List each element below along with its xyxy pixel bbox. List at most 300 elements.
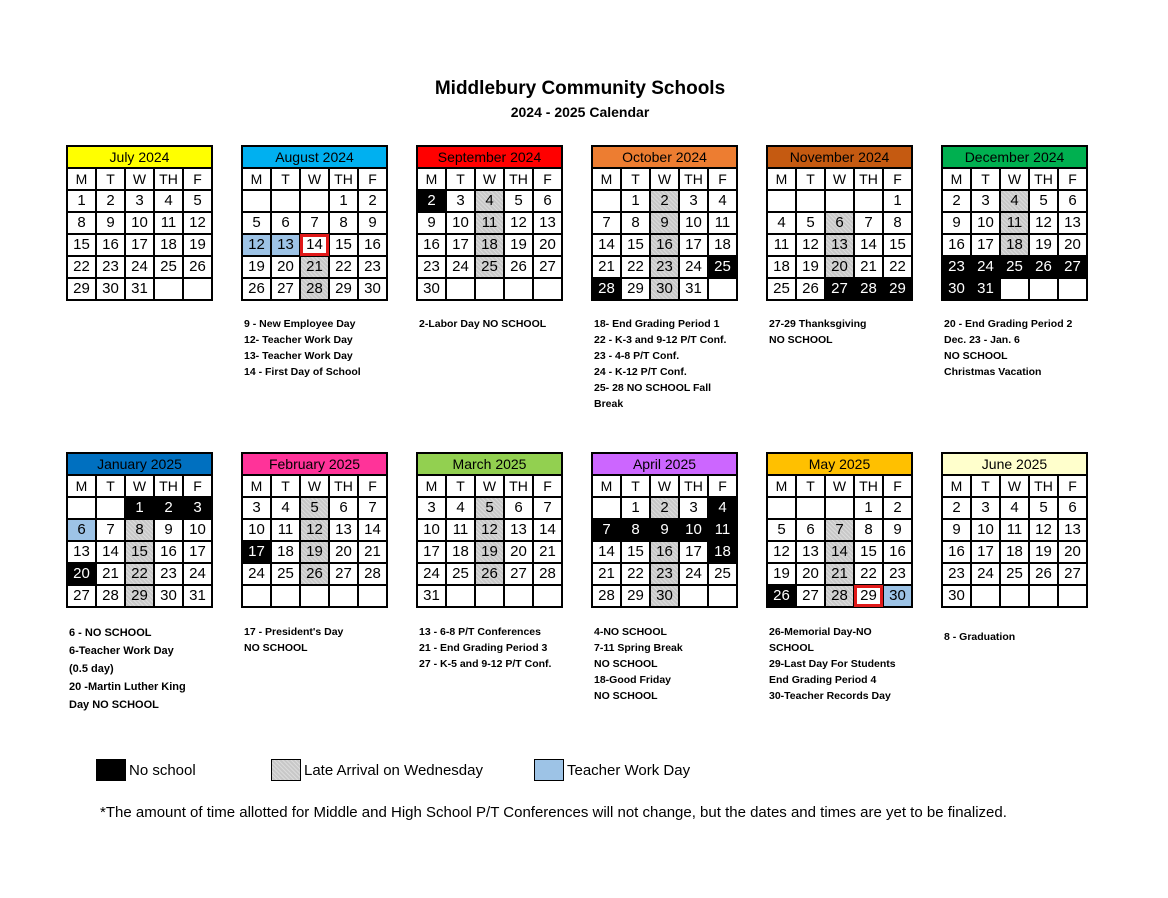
day-cell: 1 — [854, 497, 883, 519]
day-cell: 6 — [533, 190, 562, 212]
day-cell: 14 — [825, 541, 854, 563]
month-calendar-april-2025 — [591, 452, 738, 608]
day-cell: 11 — [1000, 519, 1029, 541]
day-cell: 24 — [679, 563, 708, 585]
day-cell: 24 — [679, 256, 708, 278]
month-name-header: March 2025 — [417, 453, 562, 475]
day-cell: 20 — [329, 541, 358, 563]
day-cell: 10 — [971, 212, 1000, 234]
note-line: 6-Teacher Work Day — [69, 645, 174, 657]
note-line: 22 - K-3 and 9-12 P/T Conf. — [594, 334, 727, 346]
note-line: Break — [594, 398, 624, 410]
day-cell: 30 — [96, 278, 125, 300]
day-cell: 28 — [300, 278, 329, 300]
day-cell: 10 — [242, 519, 271, 541]
weekday-header: W — [650, 475, 679, 497]
weekday-header: TH — [154, 168, 183, 190]
day-cell: 22 — [621, 563, 650, 585]
day-cell: 7 — [825, 519, 854, 541]
empty-day-cell — [329, 585, 358, 607]
day-cell: 8 — [67, 212, 96, 234]
weekday-header: W — [475, 475, 504, 497]
weekday-header: M — [67, 475, 96, 497]
day-cell: 28 — [592, 278, 621, 300]
day-cell: 2 — [942, 497, 971, 519]
note-line: NO SCHOOL — [244, 642, 308, 654]
month-table — [591, 145, 738, 301]
day-cell: 12 — [1029, 519, 1058, 541]
notes-march — [419, 624, 591, 672]
day-cell: 6 — [1058, 190, 1087, 212]
weekday-header: F — [1058, 475, 1087, 497]
day-cell: 5 — [767, 519, 796, 541]
empty-day-cell — [300, 585, 329, 607]
day-cell: 1 — [125, 497, 154, 519]
day-cell: 14 — [300, 234, 329, 256]
day-cell: 12 — [1029, 212, 1058, 234]
empty-day-cell — [271, 190, 300, 212]
weekday-header: W — [475, 168, 504, 190]
day-cell: 4 — [708, 497, 737, 519]
day-cell: 17 — [417, 541, 446, 563]
day-cell: 15 — [67, 234, 96, 256]
empty-day-cell — [504, 585, 533, 607]
day-cell: 2 — [650, 190, 679, 212]
weekday-header: T — [796, 475, 825, 497]
day-cell: 2 — [883, 497, 912, 519]
weekday-header: TH — [679, 475, 708, 497]
day-cell: 7 — [533, 497, 562, 519]
weekday-header: TH — [1029, 168, 1058, 190]
day-cell: 7 — [300, 212, 329, 234]
day-cell: 2 — [942, 190, 971, 212]
month-table — [416, 145, 563, 301]
weekday-header: TH — [854, 168, 883, 190]
notes-october — [594, 316, 766, 412]
day-cell: 23 — [942, 256, 971, 278]
note-line: 13- Teacher Work Day — [244, 350, 353, 362]
day-cell: 4 — [271, 497, 300, 519]
note-line: 24 - K-12 P/T Conf. — [594, 366, 687, 378]
day-cell: 13 — [796, 541, 825, 563]
day-cell: 28 — [358, 563, 387, 585]
note-line: (0.5 day) — [69, 663, 114, 675]
weekday-header: M — [417, 168, 446, 190]
note-line: 13 - 6-8 P/T Conferences — [419, 626, 541, 638]
empty-day-cell — [154, 278, 183, 300]
day-cell: 10 — [679, 212, 708, 234]
day-cell: 25 — [1000, 256, 1029, 278]
day-cell: 18 — [1000, 541, 1029, 563]
notes-september — [419, 316, 591, 332]
day-cell: 6 — [329, 497, 358, 519]
day-cell: 15 — [125, 541, 154, 563]
month-name-header: September 2024 — [417, 146, 562, 168]
day-cell: 21 — [300, 256, 329, 278]
day-cell: 9 — [883, 519, 912, 541]
day-cell: 19 — [475, 541, 504, 563]
day-cell: 21 — [854, 256, 883, 278]
empty-day-cell — [825, 497, 854, 519]
day-cell: 28 — [96, 585, 125, 607]
day-cell: 13 — [533, 212, 562, 234]
month-table — [941, 145, 1088, 301]
day-cell: 6 — [271, 212, 300, 234]
empty-day-cell — [96, 497, 125, 519]
day-cell: 8 — [125, 519, 154, 541]
empty-day-cell — [242, 190, 271, 212]
day-cell: 23 — [883, 563, 912, 585]
weekday-header: F — [883, 168, 912, 190]
day-cell: 28 — [825, 585, 854, 607]
weekday-header: W — [300, 168, 329, 190]
day-cell: 5 — [475, 497, 504, 519]
day-cell: 25 — [446, 563, 475, 585]
day-cell: 14 — [96, 541, 125, 563]
day-cell: 23 — [650, 256, 679, 278]
weekday-header: W — [650, 168, 679, 190]
month-name-header: January 2025 — [67, 453, 212, 475]
weekday-header: TH — [679, 168, 708, 190]
teacher-work-day-swatch-icon — [534, 759, 564, 781]
day-cell: 9 — [650, 212, 679, 234]
day-cell: 4 — [767, 212, 796, 234]
legend-teacher-work-day — [534, 759, 690, 781]
day-cell: 3 — [679, 497, 708, 519]
weekday-header: TH — [154, 475, 183, 497]
day-cell: 28 — [533, 563, 562, 585]
day-cell: 27 — [271, 278, 300, 300]
empty-day-cell — [242, 585, 271, 607]
day-cell: 22 — [854, 563, 883, 585]
legend-no-school — [96, 759, 196, 781]
page-subtitle: 2024 - 2025 Calendar — [510, 104, 650, 120]
day-cell: 26 — [183, 256, 212, 278]
month-calendar-october-2024 — [591, 145, 738, 301]
weekday-header: T — [621, 168, 650, 190]
weekday-header: T — [621, 475, 650, 497]
month-table — [66, 452, 213, 608]
note-line: 26-Memorial Day-NO — [769, 626, 872, 638]
day-cell: 7 — [592, 519, 621, 541]
day-cell: 26 — [504, 256, 533, 278]
note-line: NO SCHOOL — [594, 690, 658, 702]
day-cell: 14 — [533, 519, 562, 541]
day-cell: 16 — [154, 541, 183, 563]
month-table — [591, 452, 738, 608]
day-cell: 18 — [446, 541, 475, 563]
weekday-header: W — [125, 475, 154, 497]
day-cell: 10 — [971, 519, 1000, 541]
day-cell: 5 — [183, 190, 212, 212]
day-cell: 18 — [767, 256, 796, 278]
empty-day-cell — [271, 585, 300, 607]
notes-january — [69, 624, 241, 714]
day-cell: 17 — [446, 234, 475, 256]
day-cell: 6 — [504, 497, 533, 519]
weekday-header: M — [242, 475, 271, 497]
weekday-header: T — [971, 168, 1000, 190]
empty-day-cell — [67, 497, 96, 519]
empty-day-cell — [767, 190, 796, 212]
empty-day-cell — [592, 497, 621, 519]
weekday-header: M — [767, 475, 796, 497]
day-cell: 1 — [621, 497, 650, 519]
day-cell: 10 — [125, 212, 154, 234]
day-cell: 9 — [417, 212, 446, 234]
day-cell: 28 — [592, 585, 621, 607]
day-cell: 5 — [1029, 497, 1058, 519]
day-cell: 25 — [708, 256, 737, 278]
empty-day-cell — [796, 190, 825, 212]
day-cell: 8 — [854, 519, 883, 541]
weekday-header: W — [125, 168, 154, 190]
day-cell: 15 — [883, 234, 912, 256]
month-name-header: October 2024 — [592, 146, 737, 168]
empty-day-cell — [796, 497, 825, 519]
notes-june — [944, 629, 1116, 645]
note-line: 25- 28 NO SCHOOL Fall — [594, 382, 712, 394]
day-cell: 23 — [96, 256, 125, 278]
day-cell: 8 — [883, 212, 912, 234]
weekday-header: T — [271, 168, 300, 190]
legend-no-school-label: No school — [129, 761, 196, 779]
note-line: 21 - End Grading Period 3 — [419, 642, 548, 654]
empty-day-cell — [1000, 585, 1029, 607]
day-cell: 23 — [650, 563, 679, 585]
weekday-header: T — [971, 475, 1000, 497]
weekday-header: F — [533, 475, 562, 497]
day-cell: 24 — [446, 256, 475, 278]
note-line: Dec. 23 - Jan. 6 — [944, 334, 1020, 346]
day-cell: 20 — [825, 256, 854, 278]
day-cell: 20 — [796, 563, 825, 585]
empty-day-cell — [854, 190, 883, 212]
empty-day-cell — [300, 190, 329, 212]
day-cell: 18 — [708, 541, 737, 563]
note-line: End Grading Period 4 — [769, 674, 877, 686]
weekday-header: TH — [854, 475, 883, 497]
day-cell: 25 — [767, 278, 796, 300]
day-cell: 30 — [154, 585, 183, 607]
weekday-header: M — [942, 475, 971, 497]
weekday-header: T — [796, 168, 825, 190]
day-cell: 7 — [854, 212, 883, 234]
day-cell: 16 — [942, 541, 971, 563]
day-cell: 15 — [329, 234, 358, 256]
month-table — [766, 452, 913, 608]
day-cell: 19 — [242, 256, 271, 278]
month-table — [241, 145, 388, 301]
day-cell: 12 — [183, 212, 212, 234]
day-cell: 3 — [971, 190, 1000, 212]
day-cell: 1 — [67, 190, 96, 212]
month-calendar-july-2024 — [66, 145, 213, 301]
day-cell: 16 — [417, 234, 446, 256]
month-calendar-february-2025 — [241, 452, 388, 608]
day-cell: 11 — [446, 519, 475, 541]
day-cell: 11 — [708, 212, 737, 234]
day-cell: 2 — [417, 190, 446, 212]
note-line: NO SCHOOL — [594, 658, 658, 670]
day-cell: 28 — [854, 278, 883, 300]
day-cell: 24 — [417, 563, 446, 585]
day-cell: 22 — [883, 256, 912, 278]
weekday-header: TH — [504, 168, 533, 190]
day-cell: 2 — [650, 497, 679, 519]
weekday-header: T — [96, 475, 125, 497]
day-cell: 14 — [592, 234, 621, 256]
month-calendar-september-2024 — [416, 145, 563, 301]
month-name-header: November 2024 — [767, 146, 912, 168]
weekday-header: TH — [329, 168, 358, 190]
day-cell: 4 — [154, 190, 183, 212]
day-cell: 19 — [796, 256, 825, 278]
day-cell: 23 — [942, 563, 971, 585]
day-cell: 31 — [125, 278, 154, 300]
day-cell: 27 — [533, 256, 562, 278]
day-cell: 30 — [417, 278, 446, 300]
footnote: *The amount of time allotted for Middle and High School P/T Conferences will not change, but the dates and times are yet to be finalized. — [100, 804, 1007, 821]
day-cell: 5 — [1029, 190, 1058, 212]
note-line: SCHOOL — [769, 642, 814, 654]
empty-day-cell — [533, 585, 562, 607]
day-cell: 11 — [154, 212, 183, 234]
day-cell: 25 — [154, 256, 183, 278]
day-cell: 14 — [358, 519, 387, 541]
day-cell: 16 — [650, 234, 679, 256]
day-cell: 30 — [883, 585, 912, 607]
weekday-header: M — [592, 168, 621, 190]
day-cell: 13 — [825, 234, 854, 256]
month-name-header: April 2025 — [592, 453, 737, 475]
note-line: 18- End Grading Period 1 — [594, 318, 720, 330]
day-cell: 25 — [708, 563, 737, 585]
day-cell: 29 — [621, 278, 650, 300]
day-cell: 26 — [300, 563, 329, 585]
day-cell: 14 — [592, 541, 621, 563]
weekday-header: T — [446, 168, 475, 190]
day-cell: 26 — [796, 278, 825, 300]
note-line: Day NO SCHOOL — [69, 699, 159, 711]
note-line: 7-11 Spring Break — [594, 642, 683, 654]
month-calendar-august-2024 — [241, 145, 388, 301]
day-cell: 6 — [825, 212, 854, 234]
day-cell: 9 — [96, 212, 125, 234]
day-cell: 10 — [183, 519, 212, 541]
day-cell: 25 — [1000, 563, 1029, 585]
month-calendar-march-2025 — [416, 452, 563, 608]
note-line: 18-Good Friday — [594, 674, 672, 686]
empty-day-cell — [825, 190, 854, 212]
empty-day-cell — [446, 585, 475, 607]
day-cell: 18 — [271, 541, 300, 563]
note-line: 29-Last Day For Students — [769, 658, 896, 670]
page-title: Middlebury Community Schools — [434, 78, 726, 99]
day-cell: 3 — [242, 497, 271, 519]
day-cell: 24 — [971, 256, 1000, 278]
day-cell: 18 — [154, 234, 183, 256]
day-cell: 3 — [679, 190, 708, 212]
day-cell: 23 — [358, 256, 387, 278]
day-cell: 3 — [446, 190, 475, 212]
day-cell: 20 — [67, 563, 96, 585]
day-cell: 10 — [446, 212, 475, 234]
day-cell: 17 — [679, 541, 708, 563]
day-cell: 13 — [67, 541, 96, 563]
day-cell: 4 — [475, 190, 504, 212]
day-cell: 31 — [183, 585, 212, 607]
empty-day-cell — [358, 585, 387, 607]
day-cell: 25 — [475, 256, 504, 278]
empty-day-cell — [708, 585, 737, 607]
day-cell: 17 — [242, 541, 271, 563]
month-name-header: February 2025 — [242, 453, 387, 475]
empty-day-cell — [475, 585, 504, 607]
day-cell: 9 — [942, 519, 971, 541]
day-cell: 30 — [942, 585, 971, 607]
day-cell: 23 — [154, 563, 183, 585]
day-cell: 12 — [300, 519, 329, 541]
weekday-header: F — [708, 475, 737, 497]
empty-day-cell — [475, 278, 504, 300]
month-calendar-january-2025 — [66, 452, 213, 608]
note-line: Christmas Vacation — [944, 366, 1042, 378]
day-cell: 31 — [417, 585, 446, 607]
day-cell: 13 — [504, 519, 533, 541]
day-cell: 11 — [708, 519, 737, 541]
day-cell: 18 — [475, 234, 504, 256]
day-cell: 12 — [796, 234, 825, 256]
notes-april — [594, 624, 766, 704]
day-cell: 29 — [883, 278, 912, 300]
day-cell: 24 — [971, 563, 1000, 585]
empty-day-cell — [767, 497, 796, 519]
legend-late-arrival — [271, 759, 483, 781]
day-cell: 12 — [475, 519, 504, 541]
notes-december — [944, 316, 1116, 380]
day-cell: 19 — [1029, 234, 1058, 256]
day-cell: 29 — [854, 585, 883, 607]
day-cell: 9 — [942, 212, 971, 234]
note-line: 27 - K-5 and 9-12 P/T Conf. — [419, 658, 552, 670]
note-line: 12- Teacher Work Day — [244, 334, 353, 346]
month-table — [241, 452, 388, 608]
day-cell: 29 — [329, 278, 358, 300]
month-calendar-june-2025 — [941, 452, 1088, 608]
day-cell: 2 — [154, 497, 183, 519]
note-line: 6 - NO SCHOOL — [69, 627, 152, 639]
empty-day-cell — [1029, 585, 1058, 607]
day-cell: 4 — [708, 190, 737, 212]
day-cell: 11 — [475, 212, 504, 234]
day-cell: 3 — [183, 497, 212, 519]
day-cell: 24 — [242, 563, 271, 585]
weekday-header: F — [183, 168, 212, 190]
day-cell: 18 — [708, 234, 737, 256]
weekday-header: M — [592, 475, 621, 497]
late-arrival-swatch-icon — [271, 759, 301, 781]
day-cell: 8 — [621, 212, 650, 234]
day-cell: 27 — [1058, 256, 1087, 278]
day-cell: 17 — [679, 234, 708, 256]
weekday-header: M — [767, 168, 796, 190]
month-table — [766, 145, 913, 301]
month-name-header: December 2024 — [942, 146, 1087, 168]
day-cell: 30 — [650, 278, 679, 300]
day-cell: 10 — [679, 519, 708, 541]
day-cell: 19 — [300, 541, 329, 563]
